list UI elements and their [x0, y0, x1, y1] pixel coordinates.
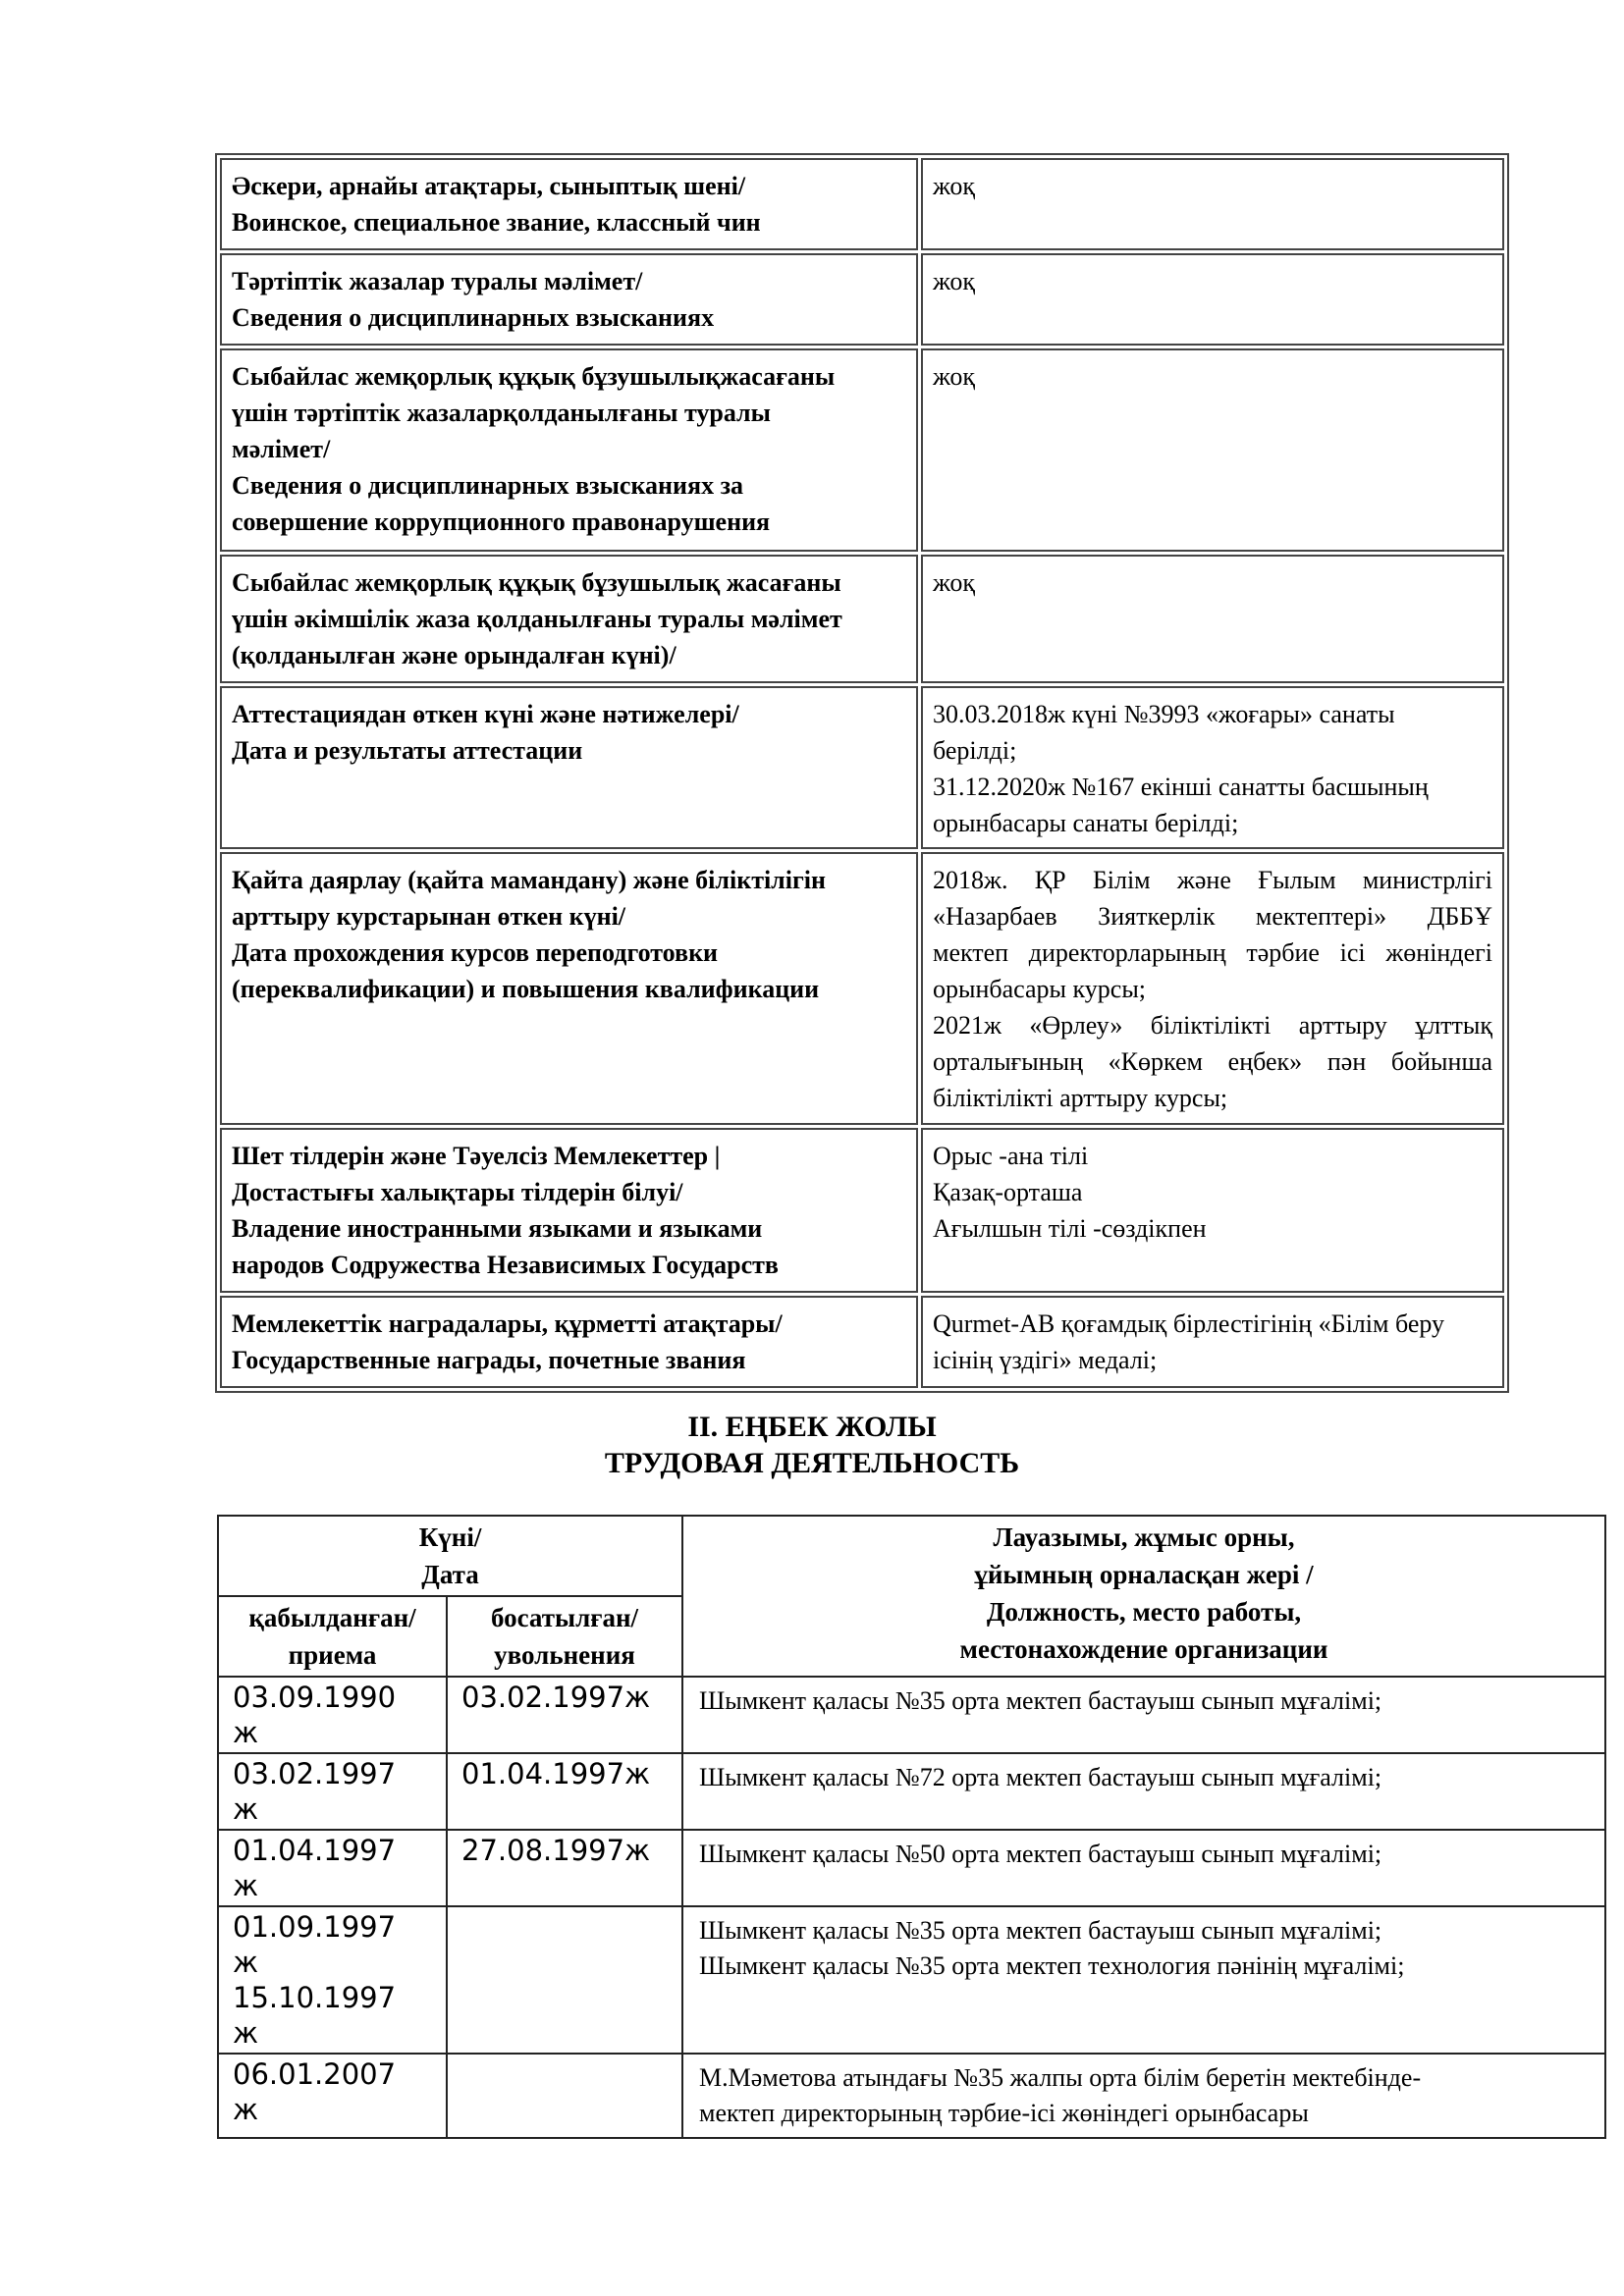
date-line: ж	[233, 1792, 259, 1826]
date-line: ж	[233, 1716, 259, 1749]
info-value	[921, 852, 1504, 1125]
header-line: ұйымның орналасқан жері /	[974, 1560, 1314, 1589]
date-line: ж	[233, 1946, 259, 1979]
date-line: 01.04.1997ж	[461, 1757, 651, 1790]
table-row	[218, 1753, 1605, 1830]
label-line: Қайта даярлау (қайта мамандану) және біліктілігін	[232, 866, 827, 894]
position	[682, 1906, 1605, 2054]
label-line: Тәртіптік жазалар туралы мәлімет/	[232, 267, 643, 295]
info-label	[220, 348, 918, 552]
position-line: мектеп директорының тәрбие-ісі жөніндегі орынбасары	[699, 2099, 1309, 2127]
position-line: Шымкент қаласы №35 орта мектеп бастауыш сынып мұғалімі;	[699, 1916, 1382, 1945]
fired-date	[447, 2054, 682, 2138]
info-value	[921, 158, 1504, 250]
date-line: 03.02.1997ж	[461, 1681, 651, 1714]
label-line: үшін тәртіптік жазаларқолданылғаны туралы	[232, 399, 771, 427]
info-row-attestation	[220, 686, 1504, 849]
info-value	[921, 686, 1504, 849]
date-line: 03.09.1990	[233, 1681, 397, 1714]
label-line: Государственные награды, почетные звания	[232, 1346, 746, 1374]
header-line: местонахождение организации	[959, 1634, 1328, 1664]
info-value	[921, 1296, 1504, 1388]
section-title-kazakh: II. ЕҢБЕК ЖОЛЫ	[687, 1411, 937, 1443]
position-line: Шымкент қаласы №35 орта мектеп бастауыш сынып мұғалімі;	[699, 1686, 1382, 1715]
personal-info-table	[215, 153, 1509, 1393]
table-row	[218, 1906, 1605, 2054]
info-label	[220, 555, 918, 683]
label-line: Воинское, специальное звание, классный чин	[232, 208, 761, 237]
header-line: приема	[288, 1640, 377, 1670]
info-value	[921, 1128, 1504, 1293]
value-line: Qurmet-AB қоғамдық бірлестігінің «Білім беру	[933, 1309, 1445, 1338]
info-value	[921, 555, 1504, 683]
position-line: Шымкент қаласы №35 орта мектеп технология пәнінің мұғалімі;	[699, 1951, 1405, 1980]
label-line: үшін әкімшілік жаза қолданылғаны туралы мәлімет	[232, 605, 842, 633]
header-line: Дата	[421, 1560, 479, 1589]
date-line: ж	[233, 1869, 259, 1902]
hired-date	[218, 2054, 447, 2138]
label-line: народов Содружества Независимых Государств	[232, 1251, 779, 1279]
date-line: 06.01.2007	[233, 2057, 397, 2091]
label-line: арттыру курстарынан өткен күні/	[232, 902, 626, 931]
position-line: Шымкент қаласы №72 орта мектеп бастауыш сынып мұғалімі;	[699, 1763, 1382, 1791]
hired-date	[218, 1677, 447, 1753]
position-line: Шымкент қаласы №50 орта мектеп бастауыш сынып мұғалімі;	[699, 1840, 1382, 1868]
label-line: (переквалификации) и повышения квалификации	[232, 975, 820, 1003]
label-line: Аттестациядан өткен күні және нәтижелері/	[232, 700, 739, 728]
value-line: Орыс -ана тілі	[933, 1142, 1089, 1170]
header-line: Күні/	[418, 1522, 482, 1552]
value-line: жоқ	[933, 568, 975, 597]
label-line: Сыбайлас жемқорлық құқық бұзушылықжасағаны	[232, 362, 836, 391]
date-line: 15.10.1997	[233, 1981, 397, 2014]
section-title-russian: ТРУДОВАЯ ДЕЯТЕЛЬНОСТЬ	[604, 1447, 1020, 1479]
header-line: Лауазымы, жұмыс орны,	[993, 1522, 1295, 1552]
fired-date	[447, 1677, 682, 1753]
value-line: орынбасары курсы;	[933, 975, 1147, 1003]
label-line: мәлімет/	[232, 435, 331, 463]
value-line: 2018ж. ҚР Білім және Ғылым министрлігі	[933, 866, 1492, 894]
date-line: 01.09.1997	[233, 1910, 397, 1944]
value-line: мектеп директорларының тәрбие ісі жөніндегі	[933, 938, 1492, 967]
hired-date	[218, 1906, 447, 2054]
info-value	[921, 253, 1504, 346]
fired-date	[447, 1906, 682, 2054]
value-line: орынбасары санаты берілді;	[933, 809, 1239, 837]
label-line: (қолданылған және орындалған күні)/	[232, 641, 677, 669]
header-fired	[447, 1596, 682, 1677]
value-line: 31.12.2020ж №167 екінші санатты басшының	[933, 773, 1429, 801]
work-history-table	[217, 1515, 1606, 2139]
table-row	[218, 2054, 1605, 2138]
info-value	[921, 348, 1504, 552]
header-date	[218, 1516, 682, 1596]
info-label	[220, 1296, 918, 1388]
info-row-languages	[220, 1128, 1504, 1293]
info-label	[220, 158, 918, 250]
position-line: М.Мәметова атындағы №35 жалпы орта білім беретін мектебінде-	[699, 2063, 1422, 2092]
date-line: 03.02.1997	[233, 1757, 397, 1790]
header-line: қабылданған/	[248, 1603, 416, 1632]
header-position	[682, 1516, 1605, 1677]
label-line: Сведения о дисциплинарных взысканиях	[232, 303, 715, 332]
value-line: «Назарбаев Зияткерлік мектептері» ДББҰ	[933, 902, 1492, 931]
label-line: Дата прохождения курсов переподготовки	[232, 938, 719, 967]
hired-date	[218, 1830, 447, 1906]
header-line: увольнения	[494, 1640, 635, 1670]
info-label	[220, 1128, 918, 1293]
info-row-military-rank	[220, 158, 1504, 250]
value-line: берілді;	[933, 736, 1017, 765]
label-line: Владение иностранными языками и языками	[232, 1214, 763, 1243]
info-row-courses	[220, 852, 1504, 1125]
label-line: Мемлекеттік наградалары, құрметті атақтары/	[232, 1309, 783, 1338]
work-header-row	[218, 1516, 1605, 1596]
date-line: 01.04.1997	[233, 1834, 397, 1867]
info-row-disciplinary	[220, 253, 1504, 346]
info-label	[220, 686, 918, 849]
date-line: 27.08.1997ж	[461, 1834, 651, 1867]
table-row	[218, 1677, 1605, 1753]
label-line: Сыбайлас жемқорлық құқық бұзушылық жасағаны	[232, 568, 841, 597]
value-line: орталығының «Көркем еңбек» пән бойынша	[933, 1047, 1492, 1076]
value-line: 30.03.2018ж күні №3993 «жоғары» санаты	[933, 700, 1395, 728]
info-row-corruption-administrative	[220, 555, 1504, 683]
section-heading	[0, 1409, 1624, 1481]
value-line: жоқ	[933, 362, 975, 391]
value-line: Қазақ-орташа	[933, 1178, 1083, 1206]
header-hired	[218, 1596, 447, 1677]
value-line: ісінің үздігі» медалі;	[933, 1346, 1158, 1374]
position	[682, 1677, 1605, 1753]
info-label	[220, 253, 918, 346]
label-line: Шет тілдерін және Тәуелсіз Мемлекеттер |	[232, 1142, 721, 1170]
date-line: ж	[233, 2093, 259, 2126]
fired-date	[447, 1753, 682, 1830]
value-line: біліктілікті арттыру курсы;	[933, 1084, 1228, 1112]
value-line: Ағылшын тілі -сөздікпен	[933, 1214, 1207, 1243]
header-line: Должность, место работы,	[986, 1597, 1302, 1627]
value-line: жоқ	[933, 172, 975, 200]
hired-date	[218, 1753, 447, 1830]
date-line: ж	[233, 2016, 259, 2050]
position	[682, 1830, 1605, 1906]
label-line: Достастығы халықтары тілдерін білуі/	[232, 1178, 683, 1206]
label-line: Сведения о дисциплинарных взысканиях за	[232, 471, 744, 500]
value-line: жоқ	[933, 267, 975, 295]
info-row-corruption-disciplinary	[220, 348, 1504, 552]
fired-date	[447, 1830, 682, 1906]
label-line: Дата и результаты аттестации	[232, 736, 583, 765]
label-line: Әскери, арнайы атақтары, сыныптық шені/	[232, 172, 746, 200]
position	[682, 1753, 1605, 1830]
value-line: 2021ж «Өрлеу» біліктілікті арттыру ұлттық	[933, 1011, 1492, 1040]
header-line: босатылған/	[490, 1603, 639, 1632]
info-label	[220, 852, 918, 1125]
info-row-awards	[220, 1296, 1504, 1388]
label-line: совершение коррупционного правонарушения	[232, 507, 771, 536]
position	[682, 2054, 1605, 2138]
table-row	[218, 1830, 1605, 1906]
